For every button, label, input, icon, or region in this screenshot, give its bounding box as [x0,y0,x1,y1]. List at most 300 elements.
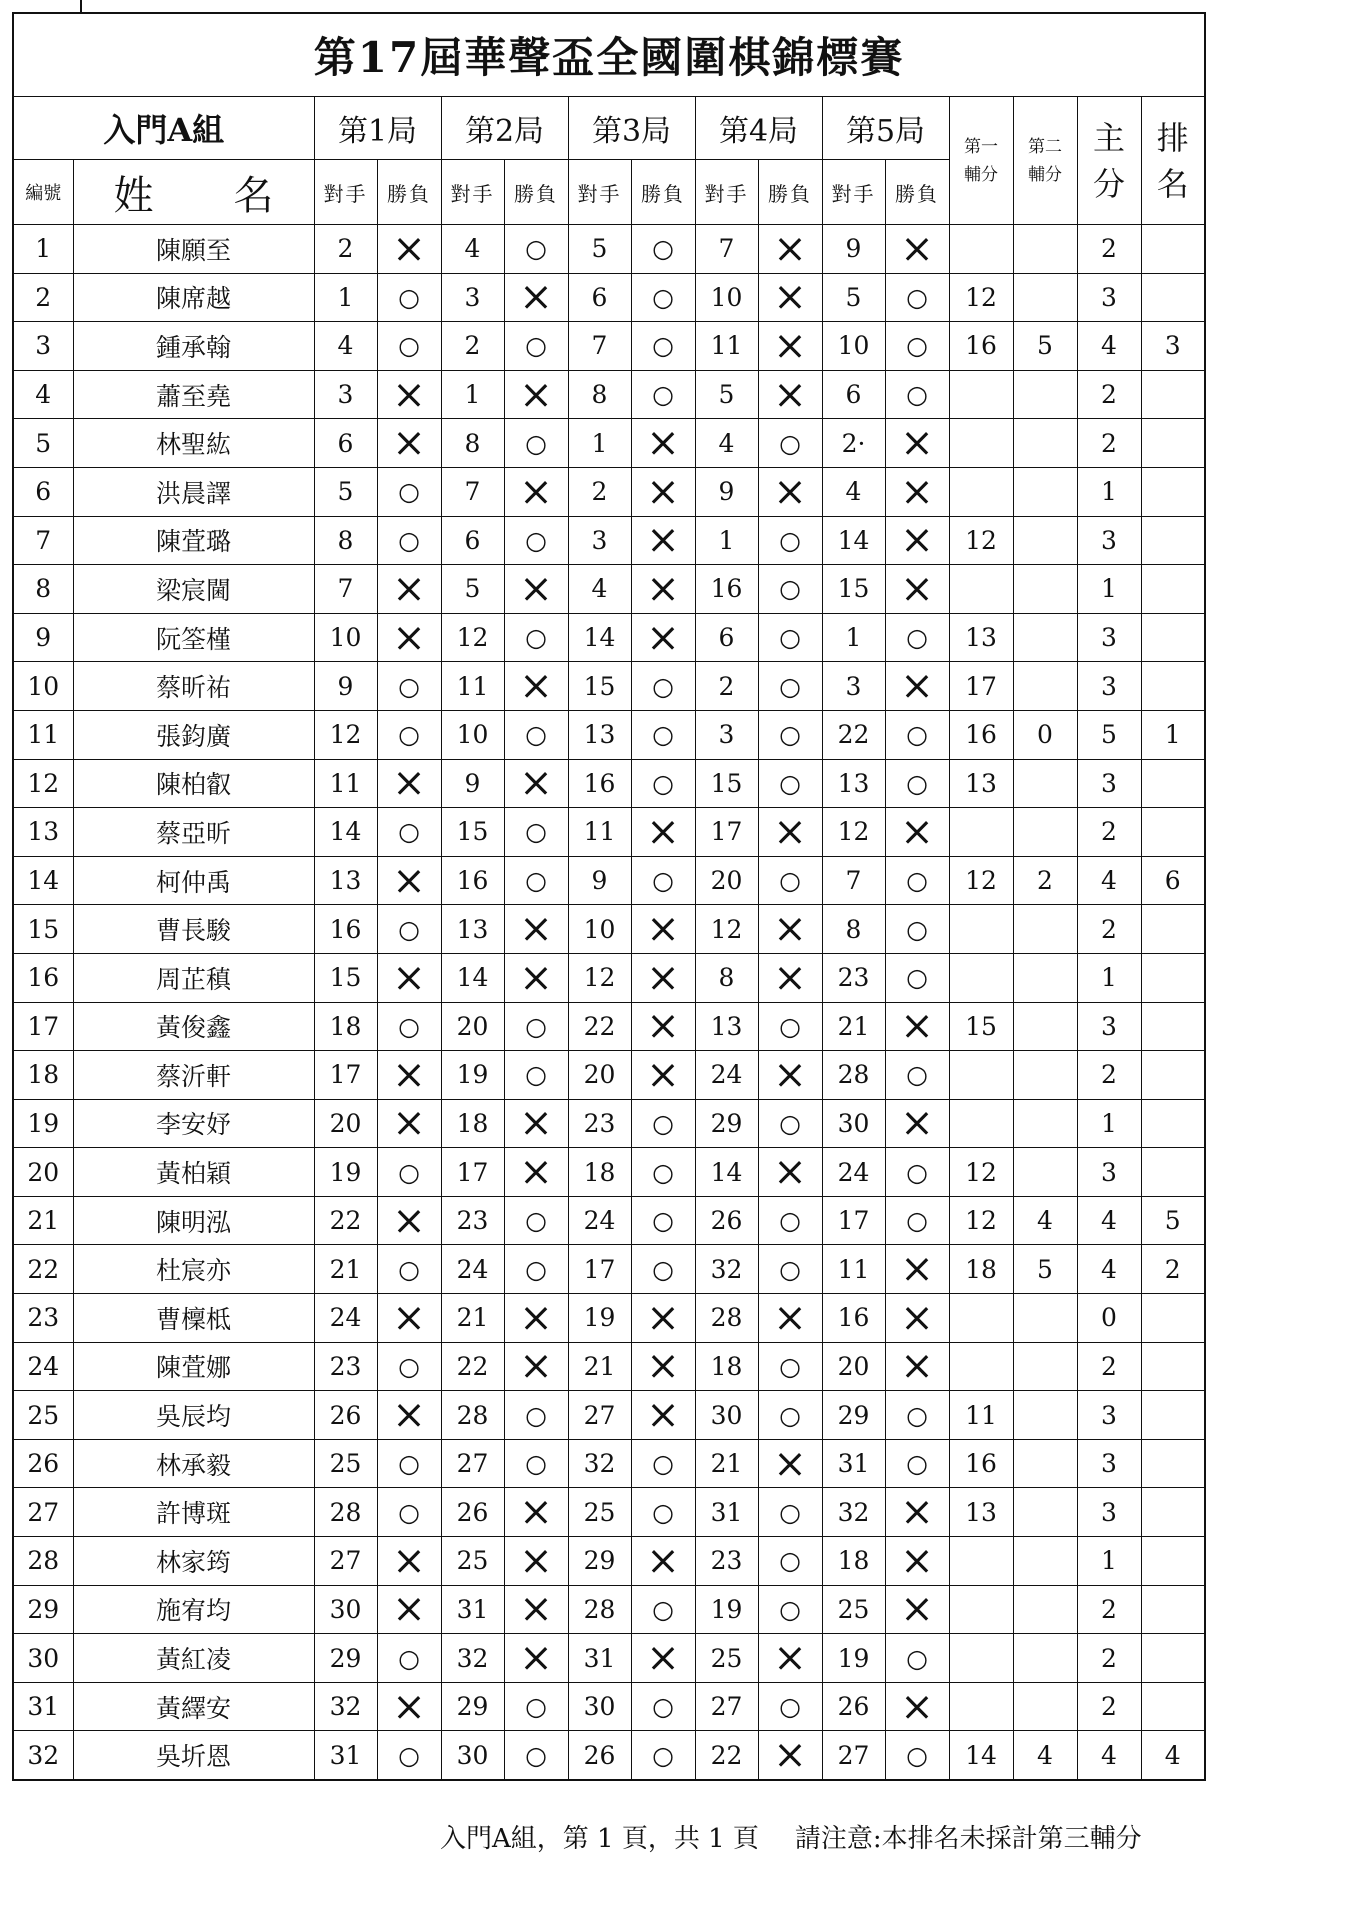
rank-header-line2: 名 [1156,164,1189,203]
win-mark [758,1245,822,1294]
win-mark [885,370,949,419]
opponent-cell: 7 [568,322,631,371]
table-row [13,1439,1205,1488]
cross-icon: × [646,420,680,467]
table-row [13,225,1205,274]
opponent-header: 對手 [695,160,758,225]
opponent-cell: 11 [695,322,758,371]
aux2-header-line1: 第二 [1028,136,1062,157]
opponent-cell: 19 [822,1634,885,1683]
player-id: 5 [13,419,73,468]
circle-icon: ○ [398,1449,420,1479]
table-row [13,273,1205,322]
rank-cell [1141,1439,1205,1488]
opponent-cell: 30 [568,1682,631,1731]
opponent-cell: 14 [568,613,631,662]
circle-icon: ○ [779,720,801,750]
opponent-cell: 2 [695,662,758,711]
aux1-score [949,953,1013,1002]
loss-mark [758,225,822,274]
win-mark [504,516,568,565]
circle-icon: ○ [779,623,801,653]
player-name: 周芷稹 [73,953,314,1002]
circle-icon: ○ [779,1254,801,1284]
win-mark [504,225,568,274]
win-mark [885,856,949,905]
opponent-cell: 17 [822,1196,885,1245]
win-mark [631,1731,695,1780]
opponent-cell: 7 [695,225,758,274]
opponent-cell: 17 [441,1148,504,1197]
circle-icon: ○ [398,1740,420,1770]
circle-icon: ○ [525,1060,547,1090]
opponent-cell: 10 [568,905,631,954]
cross-icon: × [900,1246,934,1293]
loss-mark [631,1051,695,1100]
opponent-cell: 5 [695,370,758,419]
player-name: 蔡沂軒 [73,1051,314,1100]
opponent-cell: 11 [822,1245,885,1294]
aux2-score [1013,759,1077,808]
loss-mark [758,273,822,322]
win-mark [504,710,568,759]
win-mark [631,1245,695,1294]
opponent-cell: 6 [441,516,504,565]
loss-mark [885,1537,949,1586]
opponent-cell: 9 [441,759,504,808]
cross-icon: × [392,371,426,418]
circle-icon: ○ [525,817,547,847]
win-mark [631,1488,695,1537]
win-mark [504,1731,568,1780]
opponent-cell: 26 [695,1196,758,1245]
cross-icon: × [900,1489,934,1536]
aux1-score: 12 [949,856,1013,905]
circle-icon: ○ [398,331,420,361]
opponent-cell: 22 [695,1731,758,1780]
player-id: 16 [13,953,73,1002]
cross-icon: × [392,760,426,807]
cross-icon: × [646,614,680,661]
main-score: 4 [1077,856,1141,905]
circle-icon: ○ [779,768,801,798]
player-name: 陳柏叡 [73,759,314,808]
opponent-cell: 11 [568,808,631,857]
loss-mark [758,1294,822,1343]
cross-icon: × [646,1392,680,1439]
opponent-cell: 9 [314,662,377,711]
win-mark [377,1634,441,1683]
rank-cell [1141,1002,1205,1051]
player-id: 10 [13,662,73,711]
opponent-cell: 32 [568,1439,631,1488]
cross-icon: × [900,1343,934,1390]
opponent-cell: 20 [568,1051,631,1100]
player-id: 18 [13,1051,73,1100]
aux2-score [1013,516,1077,565]
main-score: 3 [1077,1002,1141,1051]
circle-icon: ○ [652,380,674,410]
loss-mark [377,1537,441,1586]
cross-icon: × [900,1100,934,1147]
circle-icon: ○ [906,1206,928,1236]
win-mark [631,273,695,322]
cross-icon: × [773,906,807,953]
player-id: 12 [13,759,73,808]
opponent-cell: 2 [568,467,631,516]
player-name: 陳席越 [73,273,314,322]
loss-mark [631,1537,695,1586]
rank-cell [1141,1294,1205,1343]
loss-mark [885,1099,949,1148]
win-mark [758,856,822,905]
opponent-cell: 15 [695,759,758,808]
loss-mark [504,1537,568,1586]
cross-icon: × [519,274,553,321]
aux1-score: 15 [949,1002,1013,1051]
main-score: 3 [1077,1488,1141,1537]
aux1-score: 16 [949,1439,1013,1488]
circle-icon: ○ [652,1449,674,1479]
opponent-cell: 26 [441,1488,504,1537]
opponent-cell: 25 [568,1488,631,1537]
loss-mark [885,516,949,565]
cross-icon: × [392,1586,426,1633]
aux1-score [949,565,1013,614]
round-2-header: 第2局 [441,97,568,160]
main-score-header-line1: 主 [1092,118,1125,157]
opponent-cell: 5 [822,273,885,322]
aux1-header-line2: 輔分 [964,164,998,185]
circle-icon: ○ [525,1692,547,1722]
loss-mark [758,905,822,954]
win-mark [758,516,822,565]
opponent-cell: 26 [314,1391,377,1440]
table-row [13,1342,1205,1391]
table-row [13,1245,1205,1294]
cross-icon: × [519,760,553,807]
opponent-cell: 10 [695,273,758,322]
player-name: 張鈞廣 [73,710,314,759]
win-mark [758,1342,822,1391]
rank-cell [1141,808,1205,857]
cross-icon: × [392,857,426,904]
aux1-score: 16 [949,710,1013,759]
cross-icon: × [773,322,807,369]
player-id: 9 [13,613,73,662]
player-id: 8 [13,565,73,614]
circle-icon: ○ [525,623,547,653]
rank-cell [1141,565,1205,614]
player-name: 梁宸閫 [73,565,314,614]
loss-mark [631,419,695,468]
circle-icon: ○ [525,866,547,896]
loss-mark [504,467,568,516]
circle-icon: ○ [652,866,674,896]
player-name: 杜宸亦 [73,1245,314,1294]
circle-icon: ○ [398,1011,420,1041]
opponent-cell: 24 [822,1148,885,1197]
opponent-cell: 15 [822,565,885,614]
aux2-score [1013,1634,1077,1683]
loss-mark [885,1002,949,1051]
opponent-cell: 23 [695,1537,758,1586]
opponent-cell: 22 [441,1342,504,1391]
win-mark [377,808,441,857]
loss-mark [885,808,949,857]
rank-cell [1141,1099,1205,1148]
scan-tick-mark [80,0,82,12]
win-mark [504,1002,568,1051]
loss-mark [631,516,695,565]
cross-icon: × [900,1683,934,1730]
circle-icon: ○ [652,671,674,701]
cross-icon: × [519,1294,553,1341]
opponent-cell: 18 [314,1002,377,1051]
circle-icon: ○ [525,234,547,264]
result-header: 勝負 [504,160,568,225]
rank-cell [1141,953,1205,1002]
cross-icon: × [900,420,934,467]
circle-icon: ○ [525,1011,547,1041]
main-score: 1 [1077,1099,1141,1148]
rank-cell [1141,1148,1205,1197]
opponent-cell: 14 [441,953,504,1002]
circle-icon: ○ [779,525,801,555]
player-id: 13 [13,808,73,857]
win-mark [885,759,949,808]
aux2-score: 2 [1013,856,1077,905]
aux1-score [949,370,1013,419]
cross-icon: × [646,468,680,515]
opponent-cell: 23 [441,1196,504,1245]
rank-cell: 2 [1141,1245,1205,1294]
aux2-score [1013,1391,1077,1440]
opponent-cell: 20 [441,1002,504,1051]
group-label: 入門A組 [13,97,314,160]
opponent-cell: 17 [568,1245,631,1294]
opponent-cell: 2 [441,322,504,371]
circle-icon: ○ [906,1157,928,1187]
main-score: 3 [1077,1439,1141,1488]
main-score: 2 [1077,1585,1141,1634]
opponent-cell: 32 [314,1682,377,1731]
loss-mark [631,1342,695,1391]
opponent-cell: 6 [695,613,758,662]
cross-icon: × [392,954,426,1001]
circle-icon: ○ [906,1740,928,1770]
circle-icon: ○ [906,914,928,944]
opponent-cell: 21 [822,1002,885,1051]
opponent-cell: 4 [314,322,377,371]
aux1-score [949,905,1013,954]
win-mark [631,662,695,711]
circle-icon: ○ [779,1108,801,1138]
loss-mark [885,467,949,516]
opponent-header: 對手 [314,160,377,225]
win-mark [377,1245,441,1294]
player-id: 14 [13,856,73,905]
table-row [13,467,1205,516]
win-mark [631,1585,695,1634]
cross-icon: × [900,1003,934,1050]
opponent-cell: 10 [314,613,377,662]
aux1-score: 12 [949,273,1013,322]
rank-cell [1141,370,1205,419]
win-mark [885,710,949,759]
cross-icon: × [646,1537,680,1584]
loss-mark [758,1634,822,1683]
opponent-cell: 4 [822,467,885,516]
opponent-cell: 29 [314,1634,377,1683]
win-mark [758,419,822,468]
player-name: 柯仲禹 [73,856,314,905]
circle-icon: ○ [652,720,674,750]
win-mark [758,662,822,711]
rank-cell [1141,1537,1205,1586]
player-name: 林家筠 [73,1537,314,1586]
circle-icon: ○ [779,574,801,604]
circle-icon: ○ [398,1157,420,1187]
opponent-cell: 12 [822,808,885,857]
table-row [13,953,1205,1002]
loss-mark [504,565,568,614]
opponent-cell: 8 [441,419,504,468]
rank-cell: 4 [1141,1731,1205,1780]
circle-icon: ○ [906,1400,928,1430]
cross-icon: × [900,468,934,515]
cross-icon: × [900,1294,934,1341]
win-mark [758,613,822,662]
circle-icon: ○ [398,1351,420,1381]
opponent-header: 對手 [822,160,885,225]
opponent-cell: 1 [441,370,504,419]
win-mark [377,1488,441,1537]
circle-icon: ○ [398,282,420,312]
opponent-cell: 26 [822,1682,885,1731]
table-row [13,905,1205,954]
circle-icon: ○ [652,1594,674,1624]
standings-table [12,12,1206,1781]
main-score: 2 [1077,1682,1141,1731]
player-name: 黃繹安 [73,1682,314,1731]
win-mark [377,516,441,565]
rank-cell [1141,225,1205,274]
aux2-score: 4 [1013,1731,1077,1780]
main-score: 1 [1077,953,1141,1002]
circle-icon: ○ [652,234,674,264]
table-row [13,759,1205,808]
circle-icon: ○ [652,331,674,361]
loss-mark [758,953,822,1002]
opponent-cell: 14 [822,516,885,565]
circle-icon: ○ [652,282,674,312]
main-score: 3 [1077,1391,1141,1440]
cross-icon: × [900,565,934,612]
aux2-score [1013,613,1077,662]
aux1-score: 13 [949,759,1013,808]
aux2-score [1013,1682,1077,1731]
cross-icon: × [773,1732,807,1779]
opponent-cell: 10 [441,710,504,759]
opponent-header: 對手 [441,160,504,225]
circle-icon: ○ [652,768,674,798]
opponent-cell: 11 [441,662,504,711]
name-header [73,160,314,225]
opponent-cell: 27 [441,1439,504,1488]
main-score: 1 [1077,467,1141,516]
opponent-cell: 14 [695,1148,758,1197]
aux2-header [1013,97,1077,225]
win-mark [758,1196,822,1245]
round-1-header: 第1局 [314,97,441,160]
aux1-score [949,1294,1013,1343]
opponent-cell: 17 [695,808,758,857]
circle-icon: ○ [779,428,801,458]
player-id: 30 [13,1634,73,1683]
rank-cell [1141,1391,1205,1440]
table-row [13,1002,1205,1051]
loss-mark [504,273,568,322]
win-mark [885,1148,949,1197]
player-id: 25 [13,1391,73,1440]
opponent-cell: 20 [314,1099,377,1148]
circle-icon: ○ [779,1594,801,1624]
cross-icon: × [392,614,426,661]
win-mark [758,1682,822,1731]
win-mark [504,419,568,468]
win-mark [504,1051,568,1100]
circle-icon: ○ [525,1254,547,1284]
win-mark [631,1148,695,1197]
loss-mark [377,1585,441,1634]
loss-mark [504,759,568,808]
main-score: 4 [1077,1245,1141,1294]
opponent-cell: 9 [568,856,631,905]
opponent-cell: 27 [822,1731,885,1780]
loss-mark [631,1002,695,1051]
opponent-cell: 9 [822,225,885,274]
rank-cell: 5 [1141,1196,1205,1245]
loss-mark [504,905,568,954]
opponent-cell: 31 [441,1585,504,1634]
circle-icon: ○ [525,720,547,750]
loss-mark [885,565,949,614]
opponent-cell: 16 [314,905,377,954]
opponent-cell: 21 [695,1439,758,1488]
main-score: 3 [1077,516,1141,565]
round-3-header: 第3局 [568,97,695,160]
table-row [13,1537,1205,1586]
circle-icon: ○ [906,768,928,798]
cross-icon: × [773,468,807,515]
page-title: 第17屆華聲盃全國圍棋錦標賽 [13,13,1205,97]
main-score: 3 [1077,273,1141,322]
circle-icon: ○ [398,817,420,847]
table-row [13,1634,1205,1683]
opponent-cell: 8 [695,953,758,1002]
player-name: 陳萓璐 [73,516,314,565]
circle-icon: ○ [779,1546,801,1576]
opponent-cell: 8 [822,905,885,954]
cross-icon: × [900,225,934,272]
loss-mark [885,662,949,711]
rank-cell [1141,1585,1205,1634]
cross-icon: × [773,1051,807,1098]
name-header-b: 名 [233,172,274,219]
win-mark [504,322,568,371]
opponent-cell: 5 [314,467,377,516]
